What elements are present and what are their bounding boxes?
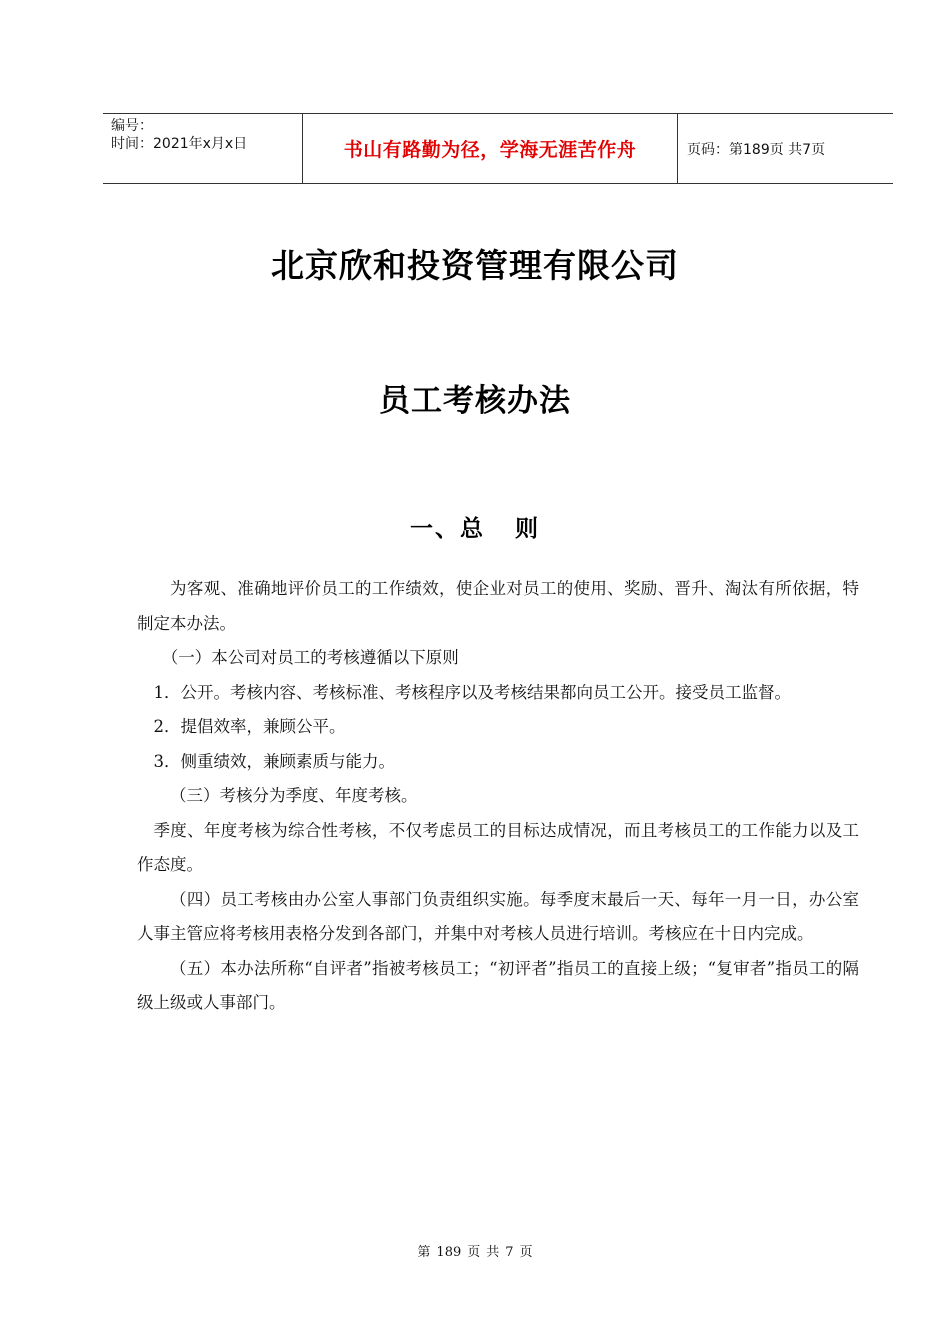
paragraph: （四）员工考核由办公室人事部门负责组织实施。每季度末最后一天、每年一月一日，办公室人事主管应将考核用表格分发到各部门，并集中对考核人员进行培训。考核应在十日内完成。	[137, 889, 859, 943]
document-header	[103, 113, 893, 184]
document-title: 员工考核办法	[379, 383, 571, 419]
paragraph: （五）本办法所称“自评者”指被考核员工；“初评者”指员工的直接上级；“复审者”指员工的隔级上级或人事部门。	[137, 958, 859, 1012]
section-title	[0, 510, 950, 543]
document-body	[137, 572, 859, 1021]
footer-page: 189	[436, 1245, 462, 1260]
footer-mid2: 共	[486, 1245, 500, 1260]
footer-prefix: 第	[417, 1245, 431, 1260]
header-motto: 书山有路勤为径，学海无涯苦作舟	[303, 114, 678, 183]
paragraph: 为客观、准确地评价员工的工作绩效，使企业对员工的使用、奖励、晋升、淘汰有所依据，特制定本办法。	[137, 579, 859, 633]
page-footer	[0, 1241, 950, 1260]
time-label: 时间：2021年x月x日	[111, 136, 248, 152]
footer-mid1: 页	[467, 1245, 481, 1260]
company-name: 北京欣和投资管理有限公司	[271, 246, 679, 285]
paragraph: 1．公开。考核内容、考核标准、考核程序以及考核结果都向员工公开。接受员工监督。	[153, 682, 791, 702]
paragraph: 2．提倡效率，兼顾公平。	[153, 717, 346, 736]
header-meta	[103, 114, 303, 183]
paragraph: 3．侧重绩效，兼顾素质与能力。	[153, 751, 395, 771]
footer-suffix: 页	[519, 1245, 533, 1260]
header-page-info: 页码：第189页 共7页	[687, 141, 826, 158]
section-number: 一、总	[410, 516, 485, 542]
paragraph: 季度、年度考核为综合性考核，不仅考虑员工的目标达成情况，而且考核员工的工作能力以及工作态度。	[137, 820, 859, 874]
section-suffix: 则	[515, 516, 540, 542]
number-label: 编号：	[111, 118, 153, 134]
paragraph: （一）本公司对员工的考核遵循以下原则	[161, 648, 459, 667]
paragraph: （三）考核分为季度、年度考核。	[170, 786, 418, 805]
footer-total: 7	[505, 1245, 514, 1260]
